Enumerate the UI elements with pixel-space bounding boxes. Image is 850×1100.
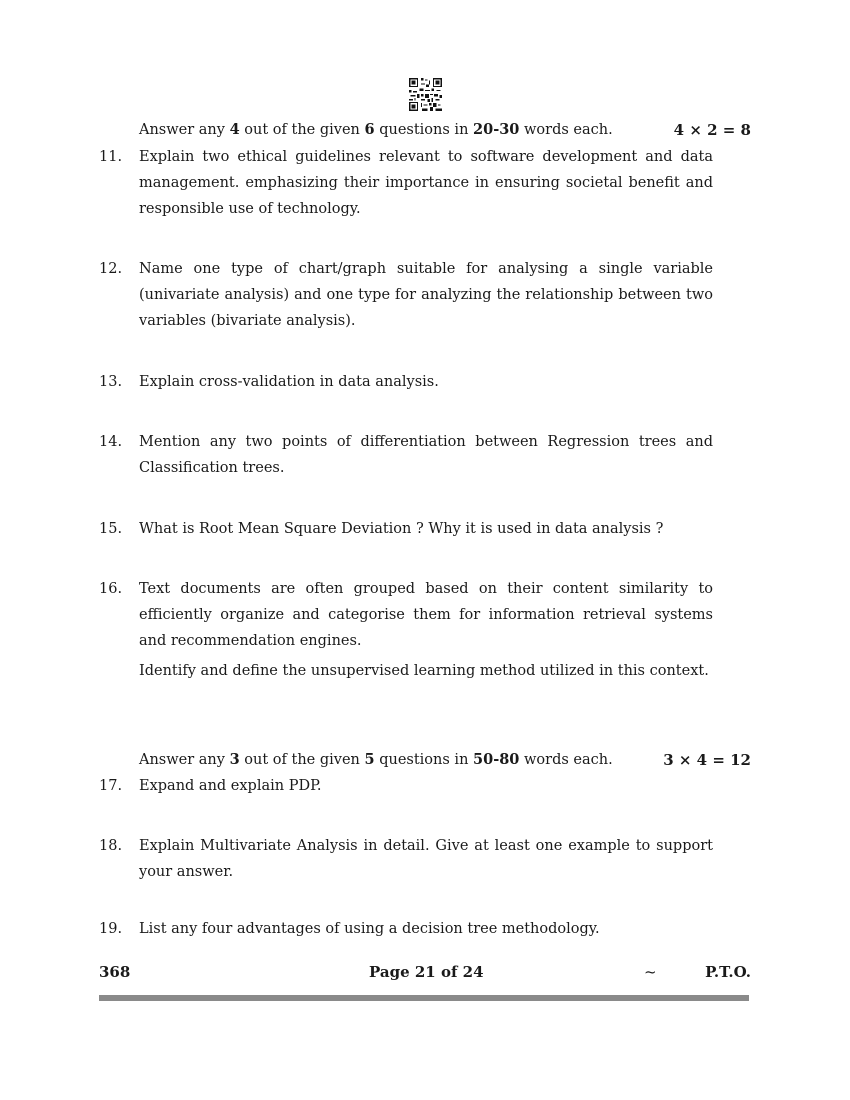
question-number: 19.	[99, 921, 123, 937]
question-number: 18.	[99, 838, 123, 854]
page-footer	[99, 960, 751, 984]
section-a-marks: 4 × 2 = 8	[673, 121, 751, 139]
question-text: Text documents are often grouped based on their content similarity to efficiently organize and categorise them for information retrieval systems and recommendation engines.	[139, 581, 713, 649]
question-text: Explain two ethical guidelines relevant to software development and data management. emphasizing their importance in ensuring societal benefit and responsible use of technology.	[139, 149, 713, 217]
question-12	[99, 256, 713, 334]
pto-label: P.T.O.	[705, 963, 751, 981]
question-number: 14.	[99, 434, 123, 450]
question-18	[99, 833, 713, 885]
question-text: Explain cross-validation in data analysis.	[139, 374, 439, 390]
question-text: Mention any two points of differentiation between Regression trees and Classification trees.	[139, 434, 713, 476]
question-number: 15.	[99, 521, 123, 537]
question-text-continued: Identify and define the unsupervised learning method utilized in this context.	[139, 663, 709, 679]
question-number: 16.	[99, 581, 123, 597]
paper-code: 368	[99, 963, 131, 981]
question-14	[99, 429, 713, 481]
question-number: 12.	[99, 261, 123, 277]
section-b-instruction-text: Answer any 3 out of the given 5 questions in 50-80 words each.	[139, 751, 613, 768]
section-b-instruction	[139, 748, 751, 772]
qr-code-icon	[408, 78, 443, 111]
question-number: 11.	[99, 149, 123, 165]
section-a-instruction	[139, 118, 751, 142]
question-number: 17.	[99, 778, 123, 794]
question-text: Explain Multivariate Analysis in detail. Give at least one example to support your answer.	[139, 838, 713, 880]
question-text: What is Root Mean Square Deviation ? Why it is used in data analysis ?	[139, 521, 664, 537]
question-17	[99, 773, 713, 799]
question-number: 13.	[99, 374, 123, 390]
question-11	[99, 144, 713, 222]
question-text: Expand and explain PDP.	[139, 778, 322, 794]
question-13	[99, 369, 713, 395]
page-number: Page 21 of 24	[369, 963, 484, 981]
question-15	[99, 516, 713, 542]
question-text: List any four advantages of using a decision tree methodology.	[139, 921, 600, 937]
footer-rule	[99, 995, 749, 1001]
question-16	[99, 576, 713, 684]
footer-tilde: ~	[644, 963, 657, 981]
section-b-marks: 3 × 4 = 12	[663, 751, 751, 769]
question-text: Name one type of chart/graph suitable for analysing a single variable (univariate analysis) and one type for analyzing the relationship between two variables (bivariate analysis).	[139, 261, 713, 329]
question-19	[99, 916, 713, 942]
section-a-instruction-text: Answer any 4 out of the given 6 questions in 20-30 words each.	[139, 121, 613, 138]
